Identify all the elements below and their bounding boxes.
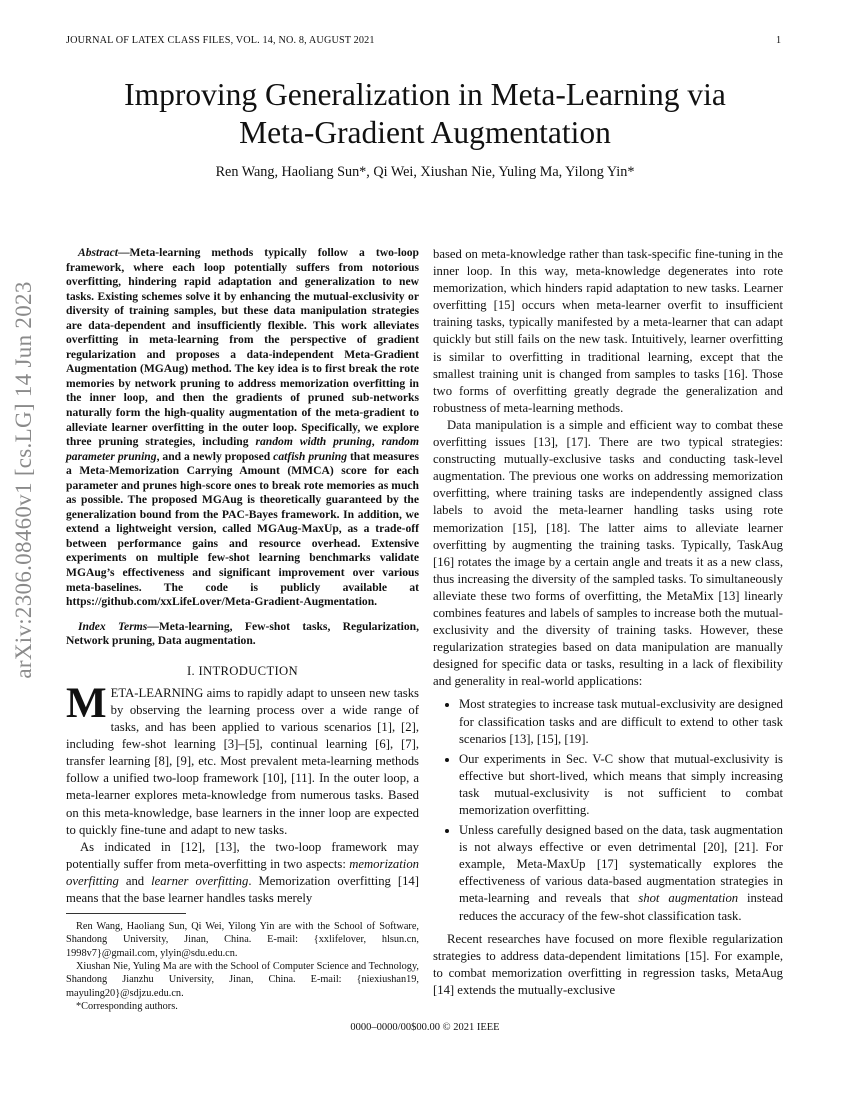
intro-paragraph: [66, 679, 419, 839]
title-line-1: Improving Generalization in Meta-Learning via: [124, 77, 726, 112]
author-list: Ren Wang, Haoliang Sun*, Qi Wei, Xiushan Nie, Yuling Ma, Yilong Yin*: [215, 164, 635, 180]
intro-emphasis: memorization overfitting: [66, 856, 419, 888]
left-column: [66, 246, 419, 1013]
index-terms-label: Index Terms: [78, 619, 148, 633]
footnote: Xiushan Nie, Yuling Ma are with the School of Computer Science and Technology, Shandong Jianzhu University, Jinan, China. E-mail: {niexiushan19, mayuling20}@sdjzu.edu.cn.: [66, 960, 419, 999]
paper-title: [0, 76, 850, 152]
abstract: [66, 246, 419, 610]
abstract-text: ,: [371, 435, 382, 449]
footnote-rule: [66, 913, 186, 914]
bullet-item: [459, 822, 783, 925]
arxiv-stamp-text: arXiv:2306.08460v1 [cs.LG] 14 Jun 2023: [11, 281, 36, 679]
running-head: JOURNAL OF LATEX CLASS FILES, VOL. 14, NO. 8, AUGUST 2021: [66, 35, 375, 46]
footnote: Ren Wang, Haoliang Sun, Qi Wei, Yilong Yin are with the School of Software, Shandong University, Jinan, China. E-mail: {xxlifelover, hlsun.cn, 1998v7}@gmail.com, ylyin@sdu.edu.cn.: [66, 921, 419, 959]
page-number: 1: [776, 35, 782, 46]
body-paragraph: Data manipulation is a simple and efficient way to combat these overfitting issues [13], [17]. There are two typical strategies: constructing mutually-exclusive tasks and conducting task-level augmentation. The previous one works on addressing memorization overfitting, where training tasks are independently assigned class labels to avoid the meta-learner handling tasks using rote memorization [15], [18]. The latter aims to alleviate learner overfitting by augmenting the training tasks. Typically, TaskAug [16] rotates the image by a certain angle and treats it as a new class, thus increasing the diversity of the sampled tasks. To simultaneously alleviate these two forms of overfitting, the MetaMix [13] linearly combines features and labels of samples to increase both the mutual-exclusivity and the diversity of training tasks. However, these regularization strategies based on data manipulation are manually designed for specific data or tasks, resulting in a lack of flexibility and generality in real-world applications:: [433, 417, 783, 689]
bullet-text: Unless carefully designed based on the data, task augmentation is not always effective or even detrimental [20], [21]. For example, Meta-MaxUp [17] systematically explores the effectiveness of various data-based augmentation strategies in meta-learning and reveals that: [459, 823, 783, 906]
intro-text: ETA-LEARNING aims to rapidly adapt to unseen new tasks by observing the learning process over a wide range of tasks, and has been applied to various scenarios [1], [2], including few-shot learning [3]–[5], continual learning [6], [7], transfer learning [8], [9], etc. Most prevalent meta-learning methods follow a unified two-loop framework [10], [11]. In the outer loop, a meta-learner explores meta-knowledge from numerous tasks. Based on this meta-knowledge, base learners in the inner loop are expected to quickly fine-tune and adapt to new tasks.: [66, 685, 419, 837]
intro-text: and: [118, 873, 152, 888]
bullet-item: • Most strategies to increase task mutual-exclusivity are designed for classification tasks and are difficult to extend to other task scenarios [13], [15], [19].: [459, 696, 783, 747]
drop-cap: M: [66, 679, 107, 727]
abstract-emphasis: catfish pruning: [273, 449, 347, 463]
intro-text: . Memorization overfitting [14] means that the base learner handles tasks merely: [66, 873, 419, 905]
right-column: [433, 246, 783, 999]
abstract-text: that measures a Meta-Memorization Carrying Amount (MMCA) score for each parameter and prunes high-score ones to break rote memories as much as possible. The proposed MGAug is theoretically guaranteed by the generalization bound from the PAC-Bayes framework. In addition, we extend a lightweight version, called MGAug-MaxUp, as a trade-off between performance gains and resource overhead. Extensive experiments on multiple few-shot learning benchmarks validate MGAug’s effectiveness and significant improvement over various meta-baselines. The code is publicly available at https://github.com/xxLifeLover/Meta-Gradient-Augmentation.: [66, 449, 420, 609]
copyright-footer: 0000–0000/00$00.00 © 2021 IEEE: [350, 1022, 500, 1033]
footnote: *Corresponding authors.: [76, 1000, 178, 1012]
abstract-text: , and a newly proposed: [156, 449, 274, 463]
abstract-label: Abstract: [78, 246, 118, 259]
arxiv-stamp: [4, 270, 44, 690]
body-paragraph: Recent researches have focused on more flexible regularization strategies to address data-dependent limitations [15]. For example, to combat memorization overfitting in regression tasks, MetaAug [14] extends the mutually-exclusive: [433, 931, 783, 997]
intro-emphasis: learner overfitting: [151, 873, 249, 888]
abstract-emphasis: random parameter pruning: [66, 435, 419, 463]
index-terms-text: —Meta-learning, Few-shot tasks, Regularization, Network pruning, Data augmentation.: [66, 619, 419, 648]
bullet-emphasis: shot augmentation: [638, 891, 739, 906]
abstract-text: —Meta-learning methods typically follow a two-loop framework, where each loop potentially suffers from notorious overfitting, hindering rapid adaptation and generalization to new tasks. Existing schemes solve it by enhancing the mutual-exclusivity or diversity of training samples, but these data manipulation strategies are data-dependent and insufficiently flexible. This work alleviates overfitting in meta-learning from the perspective of gradient regularization and proposes a data-independent Meta-Gradient Augmentation (MGAug) method. The key idea is to first break the rote memories by network pruning to address memorization overfitting in the inner loop, and then the gradients of pruned sub-networks naturally form the high-quality augmentation of the meta-gradient to alleviate learner overfitting in the outer loop. Specifically, we explore three pruning strategies, including: [66, 246, 419, 449]
bullet-text: instead reduces the accuracy of the few-shot classification task.: [459, 891, 783, 923]
index-terms: [66, 620, 419, 649]
section-heading: I. INTRODUCTION: [187, 663, 298, 678]
intro-paragraph: [66, 839, 419, 907]
intro-text: As indicated in [12], [13], the two-loop framework may potentially suffer from meta-overfitting in two aspects:: [66, 839, 419, 871]
abstract-emphasis: random width pruning: [255, 435, 372, 449]
body-paragraph: based on meta-knowledge rather than task-specific fine-tuning in the inner loop. In this way, meta-knowledge degenerates into rote memorization, which hinders rapid adaptation to new tasks. Learner overfitting [15] occurs when meta-learner overfit to insufficient training tasks, typically manifested by a meta-learner that can adapt quickly but still fails on the new task. Intuitively, learner overfitting is similar to overfitting in traditional learning, except that the smallest training unit is changed from samples to tasks [16]. Those two forms of overfitting greatly degrade the generalization and robustness of meta-learning methods.: [433, 247, 783, 415]
bullet-item: • Our experiments in Sec. V-C show that mutual-exclusivity is effective but short-lived, which means that simply increasing task mutual-exclusivity is not sufficient to combat memorization overfitting.: [459, 751, 783, 819]
bullet-list: [433, 696, 783, 924]
title-line-2: Meta-Gradient Augmentation: [239, 115, 611, 150]
